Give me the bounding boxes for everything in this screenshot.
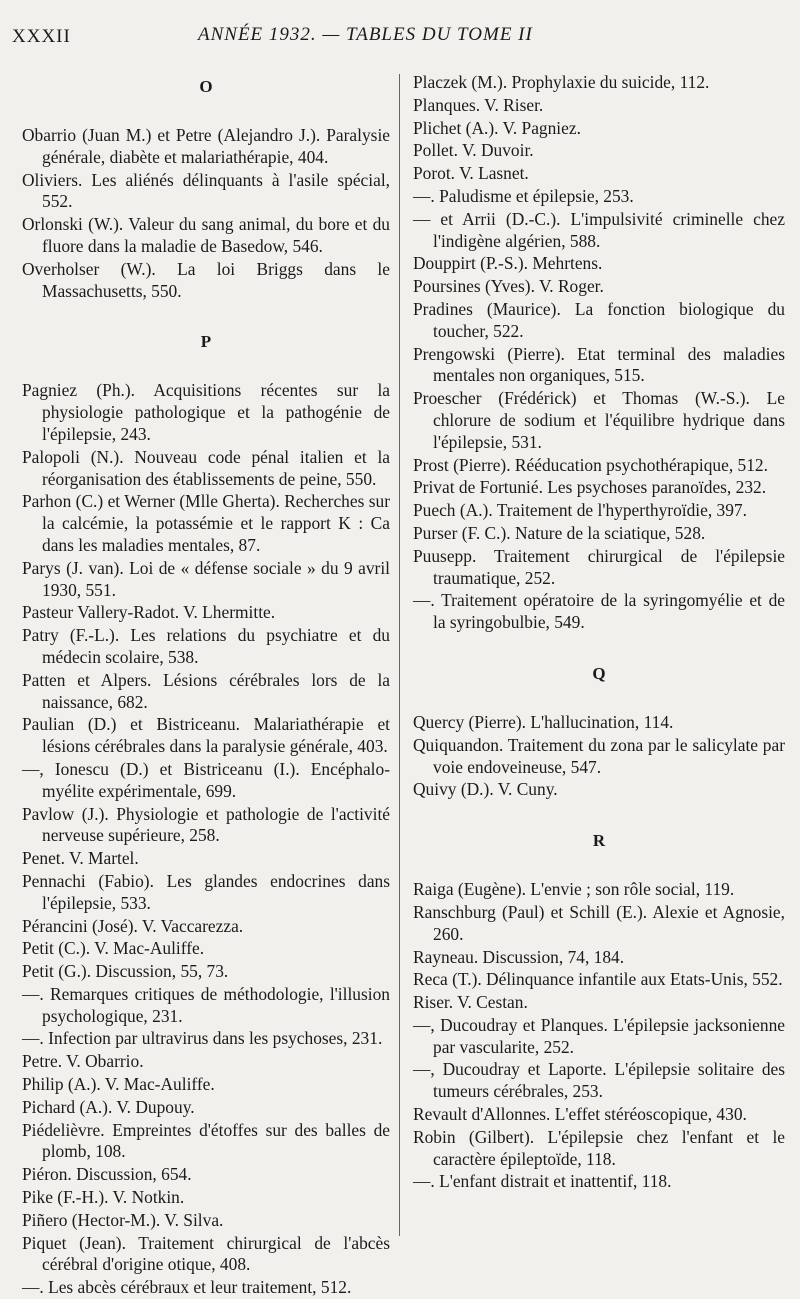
- index-entry: Penet. V. Martel.: [22, 848, 139, 869]
- page-header: [0, 22, 800, 56]
- index-entry: Patry (F.-L.). Les relations du psychiatre et du médecin scolaire, 538.: [22, 625, 390, 667]
- index-entry: Privat de Fortunié. Les psychoses paranoïdes, 232.: [413, 477, 767, 498]
- index-entry: Pavlow (J.). Physiologie et pathologie de l'activité nerveuse supérieure, 258.: [22, 803, 390, 846]
- right-column: [413, 72, 785, 1251]
- index-entry: Piédelièvre. Empreintes d'étoffes sur des balles de plomb, 108.: [22, 1119, 390, 1162]
- index-entry: Porot. V. Lasnet.: [413, 163, 529, 184]
- column-divider: [399, 74, 400, 1236]
- index-entry: Douppirt (P.-S.). Mehrtens.: [413, 253, 603, 274]
- index-entry: Planques. V. Riser.: [413, 94, 544, 115]
- index-entry: Piñero (Hector-M.). V. Silva.: [22, 1209, 224, 1230]
- index-entry: —, Ducoudray et Planques. L'épilepsie jacksonienne par vascularite, 252.: [413, 1014, 785, 1057]
- index-entry: Pradines (Maurice). La fonction biologique du toucher, 522.: [413, 298, 785, 341]
- index-entry: —. Infection par ultravirus dans les psychoses, 231.: [22, 1028, 383, 1049]
- index-entry: Pennachi (Fabio). Les glandes endocrines dans l'épilepsie, 533.: [22, 870, 390, 913]
- index-entry: Pichard (A.). V. Dupouy.: [22, 1096, 195, 1117]
- left-column: [22, 72, 390, 1298]
- index-entry: Rayneau. Discussion, 74, 184.: [413, 946, 625, 967]
- index-entry: Placzek (M.). Prophylaxie du suicide, 112.: [413, 72, 710, 92]
- index-entry: Parhon (C.) et Werner (Mlle Gherta). Recherches sur la calcémie, la potassémie et le rapport K : Ca dans les maladies mentales, 87.: [22, 491, 390, 555]
- index-entry: —, Ducoudray et Laporte. L'épilepsie solitaire des tumeurs cérébrales, 253.: [413, 1059, 785, 1102]
- index-entry: Quercy (Pierre). L'hallucination, 114.: [413, 711, 674, 732]
- index-entry: Revault d'Allonnes. L'effet stéréoscopique, 430.: [413, 1104, 747, 1125]
- index-entry: Pike (F.-H.). V. Notkin.: [22, 1187, 185, 1208]
- index-entry: Reca (T.). Délinquance infantile aux Etats-Unis, 552.: [413, 969, 783, 990]
- index-entry: Piéron. Discussion, 654.: [22, 1164, 192, 1185]
- section-letter-o: O: [199, 77, 213, 96]
- index-entry: Poursines (Yves). V. Roger.: [413, 276, 604, 297]
- index-entry: Robin (Gilbert). L'épilepsie chez l'enfant et le caractère épileptoïde, 118.: [413, 1126, 785, 1169]
- index-entry: Prost (Pierre). Rééducation psychothérapique, 512.: [413, 454, 768, 475]
- index-entry: Piquet (Jean). Traitement chirurgical de l'abcès cérébral d'origine otique, 408.: [22, 1232, 390, 1275]
- index-entry: — et Arrii (D.-C.). L'impulsivité criminelle chez l'indigène algérien, 588.: [413, 208, 785, 251]
- index-entry: Paulian (D.) et Bistriceanu. Malariathérapie et lésions cérébrales dans la paralysie générale, 403.: [22, 714, 390, 757]
- page-title: ANNÉE 1932. — TABLES DU TOME II: [198, 24, 533, 45]
- index-entry: Prengowski (Pierre). Etat terminal des maladies mentales non organiques, 515.: [413, 343, 785, 386]
- index-entry: Puech (A.). Traitement de l'hyperthyroïdie, 397.: [413, 500, 747, 521]
- section-letter-r: R: [592, 831, 606, 851]
- index-entry: Patten et Alpers. Lésions cérébrales lors de la naissance, 682.: [22, 669, 390, 712]
- index-entry: Raiga (Eugène). L'envie ; son rôle social, 119.: [413, 879, 735, 900]
- index-entry: —. Remarques critiques de méthodologie, l'illusion psychologique, 231.: [22, 983, 390, 1026]
- index-entry: Pollet. V. Duvoir.: [413, 140, 534, 161]
- index-entry: Petre. V. Obarrio.: [22, 1051, 144, 1072]
- index-entry: Oliviers. Les aliénés délinquants à l'asile spécial, 552.: [22, 169, 390, 212]
- index-entry: —. Paludisme et épilepsie, 253.: [413, 185, 634, 206]
- index-entry: Pérancini (José). V. Vaccarezza.: [22, 915, 244, 936]
- index-entry: Obarrio (Juan M.) et Petre (Alejandro J.). Paralysie générale, diabète et malariathérapie, 404.: [22, 125, 390, 167]
- section-letter-q: Q: [592, 663, 606, 683]
- index-entry: Quiquandon. Traitement du zona par le salicylate par voie endoveineuse, 547.: [413, 734, 785, 777]
- index-entry: Purser (F. C.). Nature de la sciatique, 528.: [413, 522, 706, 543]
- index-entry: Ranschburg (Paul) et Schill (E.). Alexie et Agnosie, 260.: [413, 901, 785, 944]
- index-entry: Quivy (D.). V. Cuny.: [413, 779, 558, 800]
- page-number: XXXII: [12, 26, 71, 47]
- index-entry: —. Traitement opératoire de la syringomyélie et de la syringobulbie, 549.: [413, 590, 785, 633]
- index-entry: Palopoli (N.). Nouveau code pénal italien et la réorganisation des établissements de peine, 550.: [22, 446, 390, 489]
- index-entry: Parys (J. van). Loi de « défense sociale » du 9 avril 1930, 551.: [22, 557, 390, 600]
- index-entry: Plichet (A.). V. Pagniez.: [413, 117, 581, 138]
- index-entry: Petit (C.). V. Mac-Auliffe.: [22, 938, 205, 959]
- index-entry: Riser. V. Cestan.: [413, 992, 528, 1013]
- index-entry: Pasteur Vallery-Radot. V. Lhermitte.: [22, 602, 276, 623]
- index-entry: Petit (G.). Discussion, 55, 73.: [22, 961, 229, 982]
- index-entry: Pagniez (Ph.). Acquisitions récentes sur la physiologie pathologique et la pathogénie de l'épilepsie, 243.: [22, 380, 390, 444]
- index-entry: Orlonski (W.). Valeur du sang animal, du bore et du fluore dans la maladie de Basedow, 546.: [22, 214, 390, 256]
- index-entry: Overholser (W.). La loi Briggs dans le Massachusetts, 550.: [22, 258, 390, 301]
- section-letter-p: P: [200, 332, 212, 352]
- index-entry: —. L'enfant distrait et inattentif, 118.: [413, 1171, 672, 1192]
- index-entry: —, Ionescu (D.) et Bistriceanu (I.). Encéphalo-myélite expérimentale, 699.: [22, 758, 390, 801]
- index-entry: —. Les abcès cérébraux et leur traitement, 512.: [22, 1277, 352, 1298]
- index-entry: Puusepp. Traitement chirurgical de l'épilepsie traumatique, 252.: [413, 545, 785, 588]
- index-entry: Proescher (Frédérick) et Thomas (W.-S.). Le chlorure de sodium et l'équilibre hydrique dans l'épilepsie, 531.: [413, 388, 785, 452]
- index-entry: Philip (A.). V. Mac-Auliffe.: [22, 1074, 215, 1095]
